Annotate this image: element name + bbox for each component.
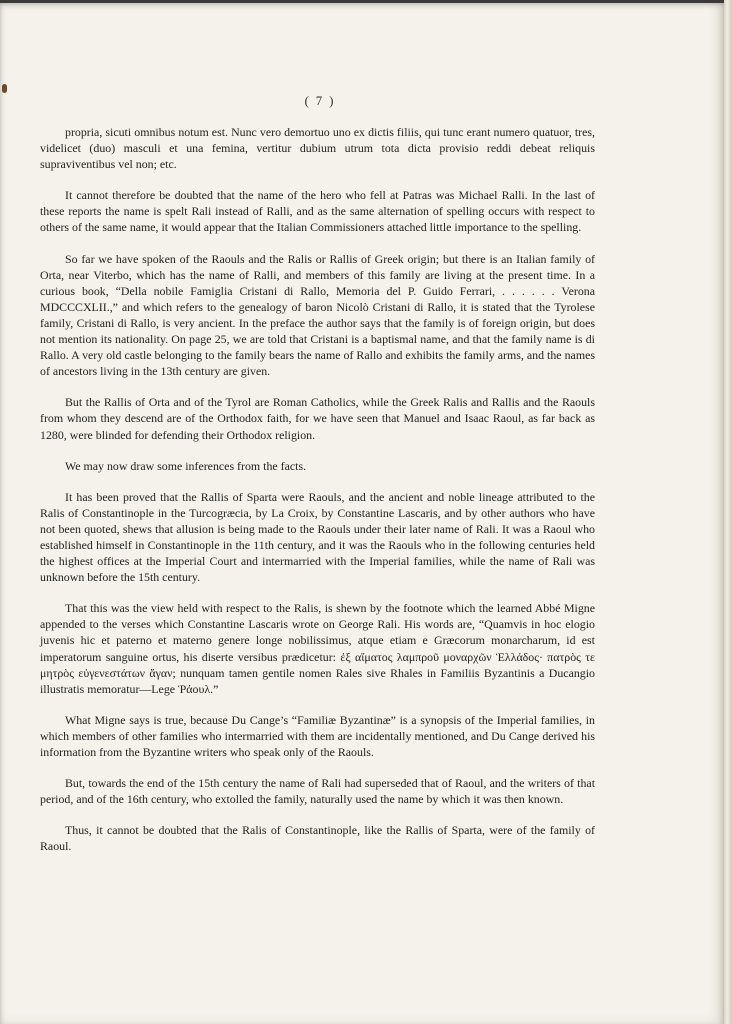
paragraph-migne-footnote: That this was the view held with respect to the Ralis, is shewn by the footnote which the learned Abbé Migne appended to the verses which Constantine Lascaris wrote on George Rali. His words are, “Quamvis in hoc elogio juvenis hic et paterno et materno genere longe nobilissimus, atque etiam e Græcorum monarcharum, id est imperatorum sanguine ortus, his diserte versibus prædicetur: ἐξ αἵματος λαμπροῦ μοναρχῶν Ἑλλάδος· πατρὸς τε μητρὸς εὐγενεστάτων ἄγαν; nunquam tamen gentile nomen Rales sive Rhales in Familiis Byzantinis a Ducangio illustratis memoratur—Lege Ῥάουλ.” (40, 601, 595, 696)
page-edge (724, 0, 732, 1024)
paragraph-patras-hero: It cannot therefore be doubted that the name of the hero who fell at Patras was Michael Ralli. In the last of these reports the name is spelt Rali instead of Ralli, and as the same alternation of spelling occurs with respect to others of the same name, it would appear that the Italian Commissioners attached little importance to the spelling. (40, 188, 595, 235)
top-edge-rule (0, 0, 724, 3)
text-body (40, 124, 595, 869)
paragraph-du-cange: What Migne says is true, because Du Cange’s “Familiæ Byzantinæ” is a synopsis of the Imperial families, in which members of other families who intermarried with them are incidentally mentioned, and Du Cange derived his information from the Byzantine writers who speak only of the Raouls. (40, 712, 595, 759)
paragraph-orthodox-faith: But the Rallis of Orta and of the Tyrol are Roman Catholics, while the Greek Ralis and Rallis and the Raouls from whom they descend are of the Orthodox faith, for we have seen that Manuel and Isaac Raoul, as far back as 1280, were blinded for defending their Orthodox religion. (40, 395, 595, 442)
paragraph-15th-century: But, towards the end of the 15th century the name of Rali had superseded that of Raoul, and the writers of that period, and of the 16th century, who extolled the family, naturally used the name by which it was then known. (40, 776, 595, 807)
paragraph-inferences: We may now draw some inferences from the facts. (65, 458, 307, 473)
paragraph-italian-family: So far we have spoken of the Raouls and the Ralis or Rallis of Greek origin; but there is an Italian family of Orta, near Viterbo, which has the name of Ralli, and members of this family are living at the present time. In a curious book, “Della nobile Famiglia Cristani di Rallo, Memoria del P. Guido Ferrari, . . . . . . Verona MDCCCXLII.,” and which refers to the genealogy of baron Nicolò Cristani di Rallo, it is stated that the Tyrolese family, Cristani di Rallo, is very ancient. In the preface the author says that the family is of foreign origin, but does not mention its nationality. On page 25, we are told that Cristani is a baptismal name, and that the family name is di Rallo. A very old castle belonging to the family bears the name of Rallo and exhibits the family arms, and the names of ancestors living in the 13th century are given. (40, 251, 595, 379)
page-number: ( 7 ) (304, 94, 336, 108)
paragraph-sparta-raouls: It has been proved that the Rallis of Sparta were Raouls, and the ancient and noble lineage attributed to the Ralis of Constantinople in the Turcogræcia, by La Croix, by Constantine Lascaris, and by other authors who have not been quoted, shews that allusion is being made to the Raouls under their later name of Rali. It was a Raoul who established himself in Constantinople in the 11th century, and it was the Raouls who in the following centuries held the highest offices at the Imperial Court and intermarried with the Imperial families, while the name of Rali was unknown before the 15th century. (40, 489, 595, 585)
paragraph-latin-continuation: propria, sicuti omnibus notum est. Nunc vero demortuo uno ex dictis filiis, qui tunc erant numero quatuor, tres, videlicet (duo) masculi et una femina, vertitur dubium utrum tota dicta provisio reddi debeat reliquis supraviventibus vel non; etc. (40, 125, 595, 172)
margin-ink-mark (2, 84, 7, 93)
paragraph-conclusion: Thus, it cannot be doubted that the Ralis of Constantinople, like the Rallis of Sparta, were of the family of Raoul. (40, 823, 595, 854)
